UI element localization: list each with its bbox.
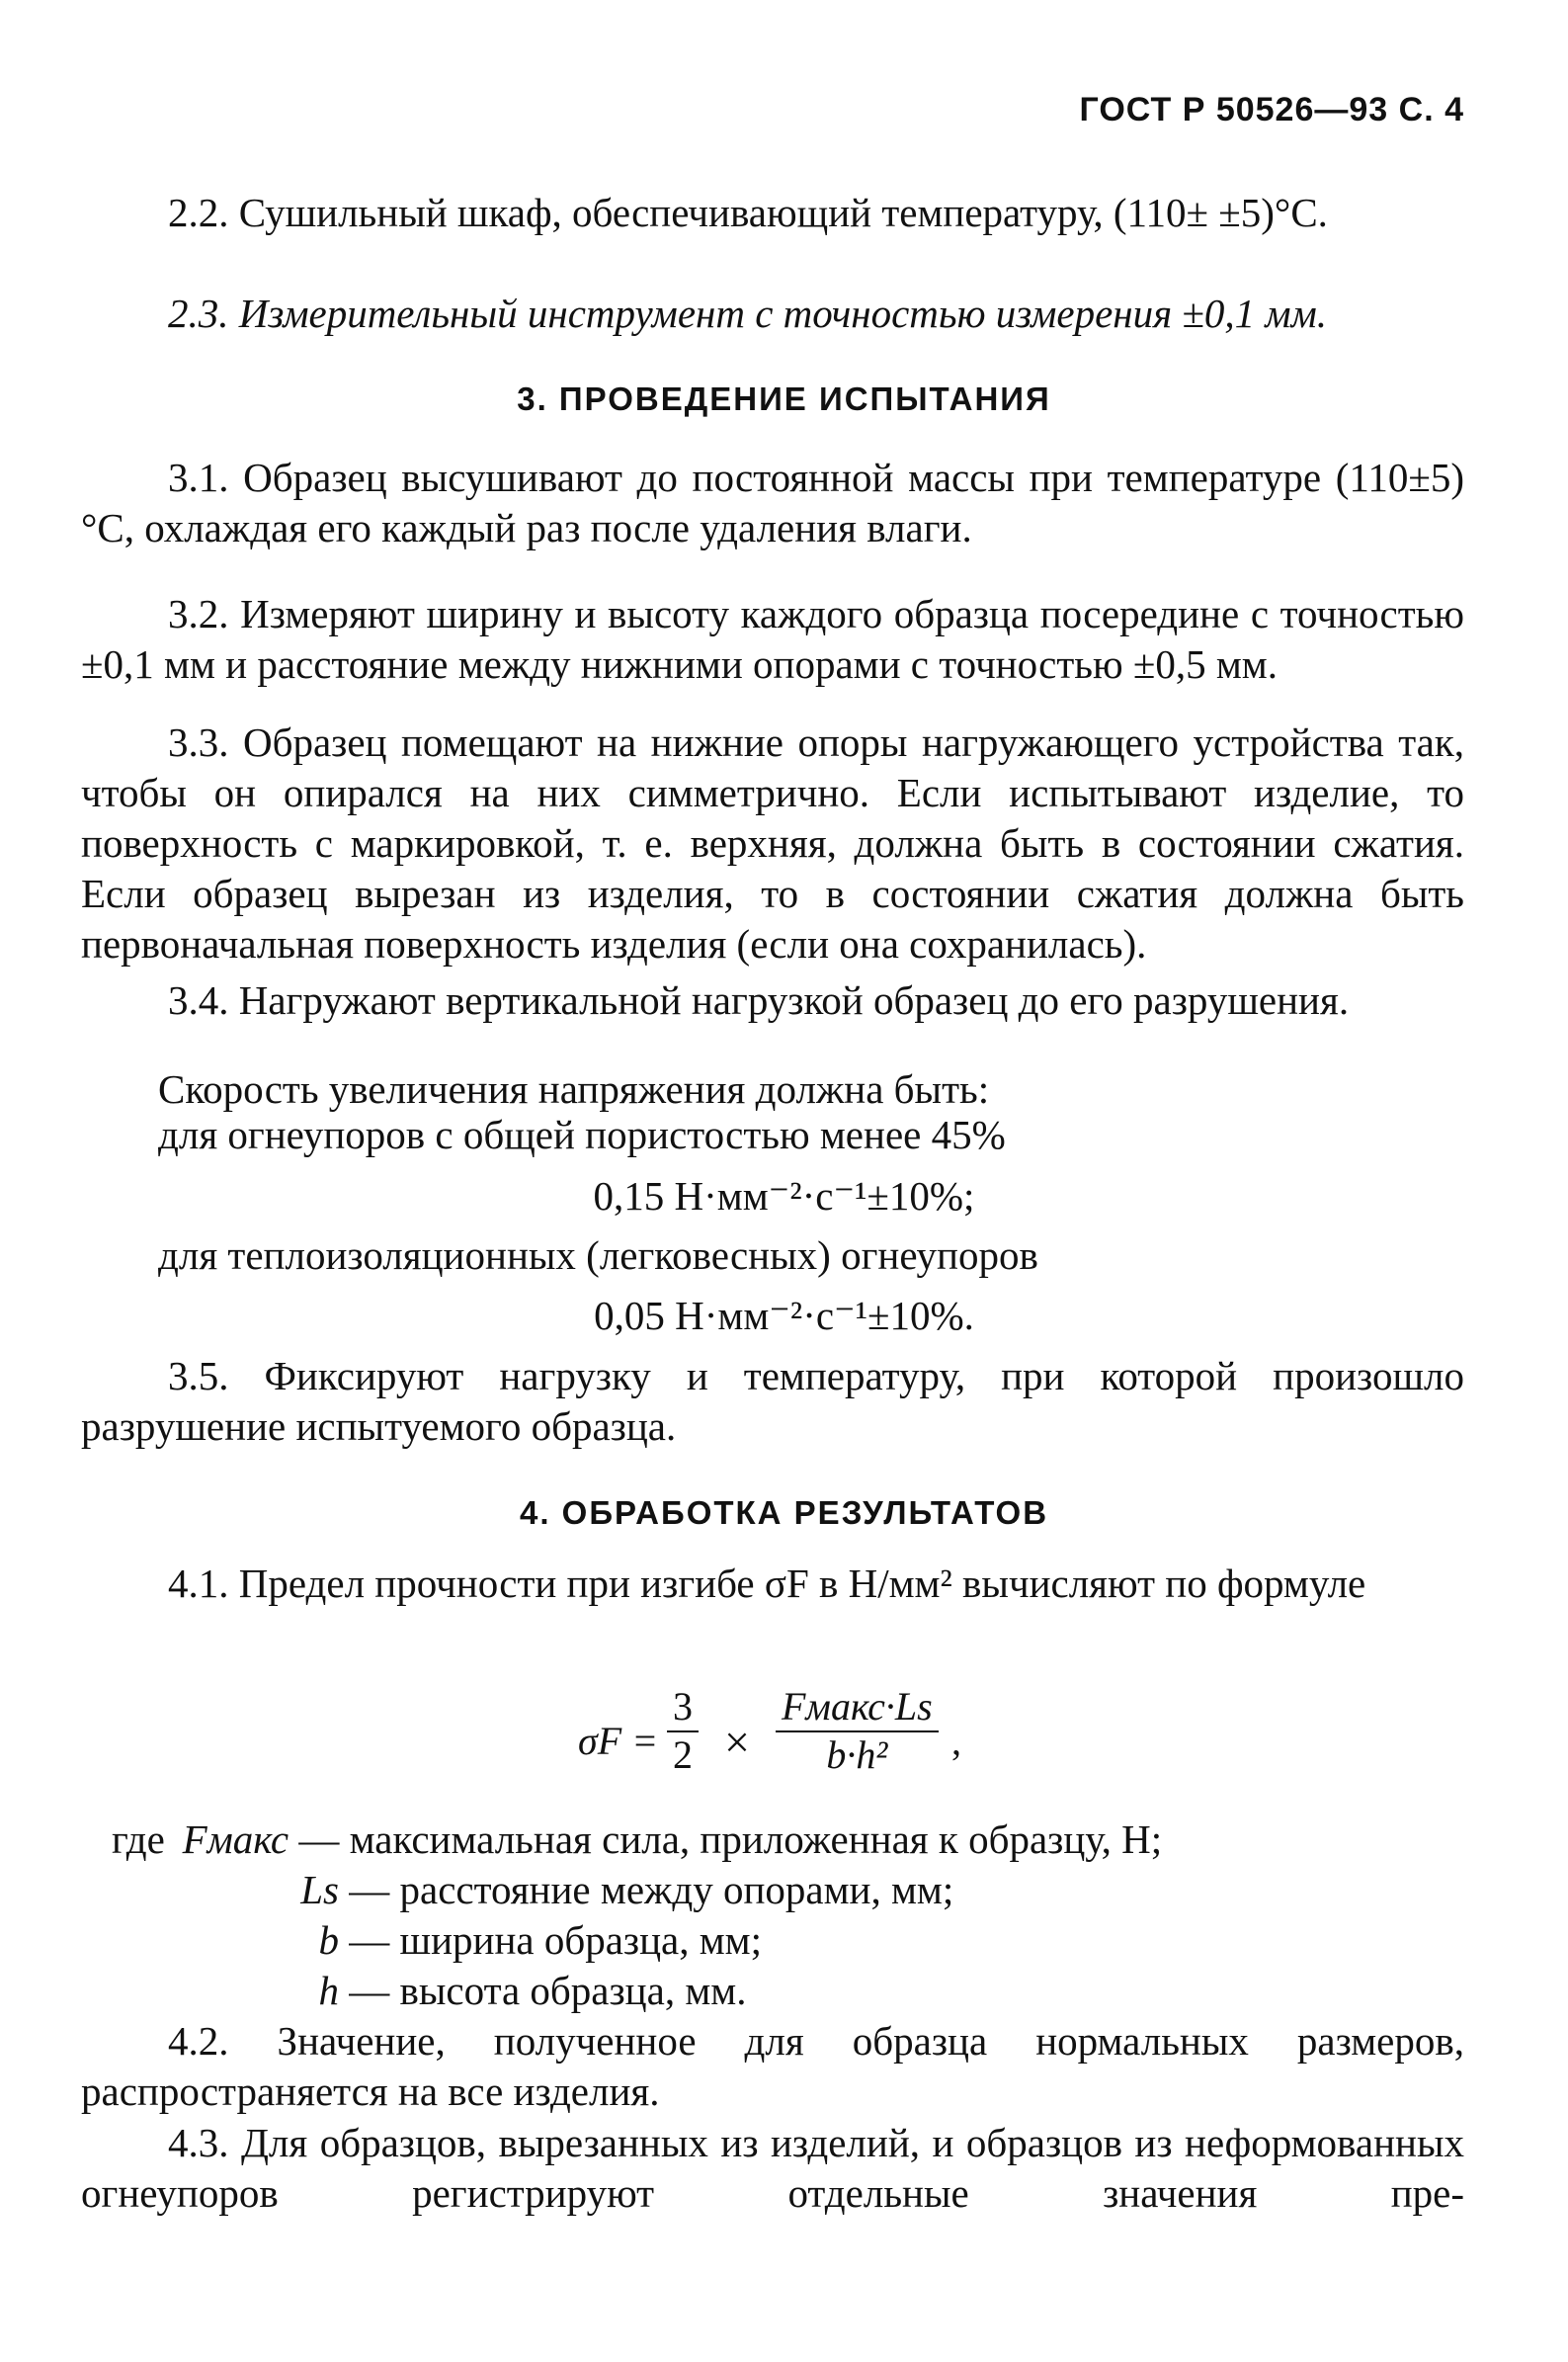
paragraph-4-2: 4.2. Значение, полученное для образца нормальных размеров, распространяется на все изделия. xyxy=(81,2018,1464,2114)
definition-symbol: b xyxy=(318,1917,339,1963)
formula-fraction-2 xyxy=(776,1685,939,1778)
definition-row xyxy=(112,1865,1162,1915)
paragraph-3-3: 3.3. Образец помещают на нижние опоры нагружающего устройства так, чтобы он опирался на них симметрично. Если испытывают изделие, то поверхность с маркировкой, т. е. верхняя, должна быть в состоянии сжатия. Если образец вырезан из изделия, то в состоянии сжатия должна быть первоначальная поверхность изделия (если она сохранилась). xyxy=(81,719,1464,967)
definition-row xyxy=(112,1814,1162,1865)
where-label: где xyxy=(112,1816,165,1862)
paragraph-3-1: 3.1. Образец высушивают до постоянной массы при температуре (110±5)°С, охлаждая его каждый раз после удаления влаги. xyxy=(81,455,1464,550)
formula-frac1-num: 3 xyxy=(667,1685,699,1732)
formula-frac1-den: 2 xyxy=(673,1732,693,1777)
rate-dense-label: для огнеупоров с общей пористостью менее 45% xyxy=(158,1112,1006,1157)
rate-intro: Скорость увеличения напряжения должна быть: xyxy=(158,1066,990,1112)
section-3-heading: 3. ПРОВЕДЕНИЕ ИСПЫТАНИЯ xyxy=(517,380,1051,417)
definition-text: — ширина образца, мм; xyxy=(349,1917,763,1963)
rate-light-value: 0,05 Н·мм⁻²·с⁻¹±10%. xyxy=(594,1293,974,1338)
paragraph-4-3: 4.3. Для образцов, вырезанных из изделий, и образцов из неформованных огнеупоров регистрируют отдельные значения пре- xyxy=(81,2120,1464,2216)
formula-tail: , xyxy=(951,1719,961,1763)
paragraph-3-4: 3.4. Нагружают вертикальной нагрузкой образец до его разрушения. xyxy=(168,977,1350,1023)
definition-row xyxy=(112,1966,1162,2016)
formula-times: × xyxy=(724,1717,750,1767)
definition-row xyxy=(112,1915,1162,1966)
formula-lhs: σF = xyxy=(578,1719,659,1763)
definition-text: — высота образца, мм. xyxy=(349,1968,747,2013)
paragraph-3-2: 3.2. Измеряют ширину и высоту каждого образца посередине с точностью ±0,1 мм и расстояние между нижними опорами с точностью ±0,5 мм. xyxy=(81,591,1464,687)
paragraph-4-1: 4.1. Предел прочности при изгибе σF в Н/мм² вычисляют по формуле xyxy=(168,1561,1366,1606)
paragraph-3-5: 3.5. Фиксируют нагрузку и температуру, при которой произошло разрушение испытуемого образца. xyxy=(81,1353,1464,1449)
formula-frac2-num: Fмакс·Ls xyxy=(776,1685,939,1732)
rate-light-label: для теплоизоляционных (легковесных) огнеупоров xyxy=(158,1232,1038,1278)
definition-symbol: h xyxy=(318,1968,339,2013)
rate-dense-value: 0,15 Н·мм⁻²·с⁻¹±10%; xyxy=(593,1173,975,1219)
strength-formula xyxy=(578,1685,1052,1804)
formula-definitions xyxy=(112,1814,1162,2016)
paragraph-2-2: 2.2. Сушильный шкаф, обеспечивающий температуру, (110± ±5)°С. xyxy=(168,190,1328,235)
formula-fraction-1 xyxy=(667,1685,699,1778)
definition-symbol: Fмакс xyxy=(182,1816,289,1862)
formula-frac2-den: b·h² xyxy=(826,1732,888,1777)
definition-symbol: Ls xyxy=(300,1867,339,1912)
paragraph-2-3: 2.3. Измерительный инструмент с точностью измерения ±0,1 мм. xyxy=(168,291,1328,336)
definition-text: — расстояние между опорами, мм; xyxy=(349,1867,954,1912)
section-4-heading: 4. ОБРАБОТКА РЕЗУЛЬТАТОВ xyxy=(519,1494,1049,1531)
definition-text: — максимальная сила, приложенная к образцу, Н; xyxy=(298,1816,1163,1862)
page-header: ГОСТ Р 50526—93 С. 4 xyxy=(1079,91,1464,128)
